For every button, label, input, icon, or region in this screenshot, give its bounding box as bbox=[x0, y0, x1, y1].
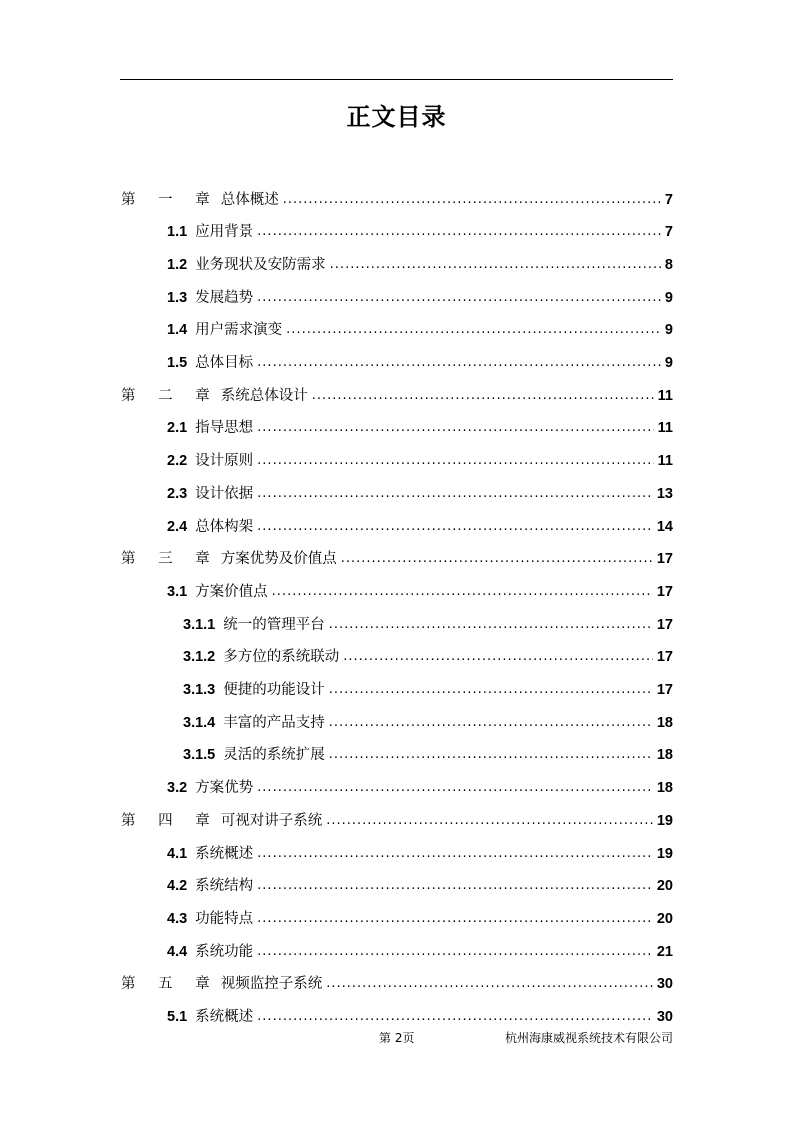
toc-dot-leader bbox=[329, 615, 653, 635]
toc-page-number: 30 bbox=[656, 1009, 673, 1025]
toc-section-number: 1.4 bbox=[167, 322, 188, 339]
toc-entry-label: 总体目标 bbox=[195, 355, 254, 371]
toc-section-number: 3.1 bbox=[167, 583, 188, 600]
toc-entry-label: 方案价值点 bbox=[195, 583, 268, 600]
toc-dot-leader bbox=[257, 876, 653, 896]
toc-entry-label: 方案优势 bbox=[195, 780, 254, 797]
toc-page-number: 13 bbox=[656, 485, 673, 502]
toc-section-entry[interactable] bbox=[167, 902, 673, 935]
header-rule bbox=[120, 79, 673, 80]
toc-dot-leader bbox=[257, 778, 653, 798]
toc-entry-label: 设计原则 bbox=[195, 453, 254, 470]
toc-section-entry[interactable] bbox=[167, 347, 673, 380]
toc-entry-label: 统一的管理平台 bbox=[223, 616, 325, 633]
toc-entry-label: 系统功能 bbox=[195, 943, 254, 960]
toc-section-entry[interactable] bbox=[167, 412, 673, 445]
toc-entry-label: 多方位的系统联动 bbox=[223, 649, 340, 666]
toc-section-entry[interactable] bbox=[167, 216, 673, 249]
toc-section-entry[interactable] bbox=[167, 281, 673, 314]
toc-section-number: 1.1 bbox=[167, 224, 188, 241]
toc-dot-leader bbox=[257, 484, 653, 504]
toc-section-entry[interactable] bbox=[167, 772, 673, 805]
toc-subsection-entry[interactable] bbox=[183, 608, 673, 641]
toc-section-number: 4.4 bbox=[167, 943, 188, 960]
footer-company-name: 杭州海康威视系统技术有限公司 bbox=[504, 1031, 673, 1045]
toc-dot-leader bbox=[341, 549, 653, 569]
toc-dot-leader bbox=[257, 288, 661, 308]
toc-entry-label: 视频监控子系统 bbox=[220, 976, 323, 993]
toc-section-entry[interactable] bbox=[167, 870, 673, 903]
toc-page-number: 9 bbox=[664, 289, 673, 306]
toc-page-number: 17 bbox=[656, 649, 673, 666]
toc-entry-label: 便捷的功能设计 bbox=[223, 682, 325, 698]
toc-page-number: 11 bbox=[657, 420, 673, 437]
toc-chapter-number: 第 五 章 bbox=[121, 976, 219, 993]
toc-page-number: 30 bbox=[656, 976, 673, 993]
toc-dot-leader bbox=[257, 909, 653, 929]
toc-section-number: 2.3 bbox=[167, 485, 188, 502]
toc-dot-leader bbox=[329, 680, 653, 700]
toc-section-number: 2.1 bbox=[167, 420, 188, 437]
toc-entry-label: 系统结构 bbox=[195, 878, 254, 895]
toc-entry-label: 系统总体设计 bbox=[220, 387, 308, 404]
toc-dot-leader bbox=[329, 745, 653, 765]
toc-page-number: 19 bbox=[656, 845, 673, 862]
toc-section-number: 3.1.4 bbox=[183, 714, 216, 731]
toc-entry-label: 指导思想 bbox=[195, 420, 254, 437]
toc-section-number: 4.3 bbox=[167, 910, 188, 927]
toc-chapter-entry[interactable] bbox=[121, 543, 673, 576]
toc-section-entry[interactable] bbox=[167, 935, 673, 968]
toc-dot-leader bbox=[286, 320, 661, 340]
toc-entry-label: 业务现状及安防需求 bbox=[195, 256, 326, 273]
toc-chapter-number: 第 二 章 bbox=[121, 387, 219, 404]
toc-page-number: 7 bbox=[664, 191, 673, 208]
toc-entry-label: 系统概述 bbox=[195, 1009, 254, 1025]
toc-dot-leader bbox=[257, 418, 653, 438]
toc-entry-label: 功能特点 bbox=[195, 910, 254, 927]
toc-page-number: 11 bbox=[657, 387, 673, 404]
toc-page-number: 20 bbox=[656, 878, 673, 895]
page-title: 正文目录 bbox=[346, 103, 447, 131]
toc-page-number: 11 bbox=[657, 453, 673, 470]
toc-chapter-number: 第 四 章 bbox=[121, 812, 219, 829]
toc-page-number: 17 bbox=[656, 551, 673, 568]
toc-entry-label: 系统概述 bbox=[195, 845, 254, 862]
toc-dot-leader bbox=[326, 811, 653, 831]
toc-chapter-number: 第 三 章 bbox=[121, 551, 219, 568]
toc-page-number: 17 bbox=[656, 682, 673, 698]
toc-section-entry[interactable] bbox=[167, 510, 673, 543]
toc-entry-label: 丰富的产品支持 bbox=[223, 714, 325, 731]
toc-entry-label: 用户需求演变 bbox=[195, 322, 283, 339]
toc-section-number: 2.4 bbox=[167, 518, 188, 535]
toc-section-number: 1.3 bbox=[167, 289, 188, 306]
toc-dot-leader bbox=[257, 942, 653, 962]
toc-page-number: 9 bbox=[664, 355, 673, 371]
toc-dot-leader bbox=[283, 190, 661, 210]
toc-section-number: 5.1 bbox=[167, 1009, 188, 1025]
toc-entry-label: 发展趋势 bbox=[195, 289, 254, 306]
toc-dot-leader bbox=[257, 222, 661, 242]
toc-page-number: 7 bbox=[664, 224, 673, 241]
toc-section-number: 3.2 bbox=[167, 780, 188, 797]
toc-entry-label: 设计依据 bbox=[195, 485, 254, 502]
toc-entry-label: 总体构架 bbox=[195, 518, 254, 535]
toc-dot-leader bbox=[329, 713, 653, 733]
toc-page-number: 20 bbox=[656, 910, 673, 927]
toc-subsection-entry[interactable] bbox=[183, 674, 673, 707]
toc-section-number: 1.5 bbox=[167, 355, 188, 371]
toc-dot-leader bbox=[257, 451, 653, 471]
toc-page-number: 18 bbox=[656, 780, 673, 797]
toc-chapter-entry[interactable] bbox=[121, 183, 673, 216]
toc-section-number: 3.1.5 bbox=[183, 747, 216, 764]
toc-dot-leader bbox=[257, 353, 661, 373]
toc-section-entry[interactable] bbox=[167, 445, 673, 478]
toc-dot-leader bbox=[272, 582, 653, 602]
toc-dot-leader bbox=[330, 255, 661, 275]
toc-dot-leader bbox=[343, 647, 653, 667]
toc-page-number: 9 bbox=[664, 322, 673, 339]
toc-subsection-entry[interactable] bbox=[183, 739, 673, 772]
toc-section-number: 3.1.2 bbox=[183, 649, 216, 666]
toc-page-number: 18 bbox=[656, 747, 673, 764]
toc-chapter-number: 第 一 章 bbox=[121, 191, 219, 208]
toc-page-number: 19 bbox=[656, 812, 673, 829]
toc-dot-leader bbox=[312, 386, 654, 406]
toc-section-number: 2.2 bbox=[167, 453, 188, 470]
toc-entry-label: 灵活的系统扩展 bbox=[223, 747, 325, 764]
toc-section-number: 1.2 bbox=[167, 256, 188, 273]
toc-entry-label: 方案优势及价值点 bbox=[220, 551, 337, 568]
toc-page-number: 18 bbox=[656, 714, 673, 731]
toc-section-number: 4.1 bbox=[167, 845, 188, 862]
toc-page-number: 17 bbox=[656, 616, 673, 633]
toc-entry-label: 总体概述 bbox=[220, 191, 279, 208]
footer-page-number: 第 2页 bbox=[379, 1031, 415, 1045]
toc-section-entry[interactable] bbox=[167, 837, 673, 870]
toc-chapter-entry[interactable] bbox=[121, 968, 673, 1001]
toc-section-entry[interactable] bbox=[167, 1001, 673, 1034]
toc-page-number: 17 bbox=[656, 583, 673, 600]
toc-subsection-entry[interactable] bbox=[183, 641, 673, 674]
toc-section-entry[interactable] bbox=[167, 575, 673, 608]
toc-section-entry[interactable] bbox=[167, 477, 673, 510]
toc-section-entry[interactable] bbox=[167, 314, 673, 347]
toc-dot-leader bbox=[326, 974, 653, 994]
toc-page-number: 21 bbox=[656, 943, 673, 960]
toc-entry-label: 可视对讲子系统 bbox=[220, 812, 323, 829]
toc-chapter-entry[interactable] bbox=[121, 379, 673, 412]
toc-subsection-entry[interactable] bbox=[183, 706, 673, 739]
toc-section-number: 3.1.3 bbox=[183, 682, 216, 698]
toc-dot-leader bbox=[257, 517, 653, 537]
toc-chapter-entry[interactable] bbox=[121, 804, 673, 837]
toc-page-number: 14 bbox=[656, 518, 673, 535]
toc-entry-label: 应用背景 bbox=[195, 224, 254, 241]
toc-section-number: 4.2 bbox=[167, 878, 188, 895]
toc-page-number: 8 bbox=[664, 256, 673, 273]
toc-section-number: 3.1.1 bbox=[183, 616, 216, 633]
toc-dot-leader bbox=[257, 1007, 653, 1027]
toc-dot-leader bbox=[257, 844, 653, 864]
toc-section-entry[interactable] bbox=[167, 248, 673, 281]
